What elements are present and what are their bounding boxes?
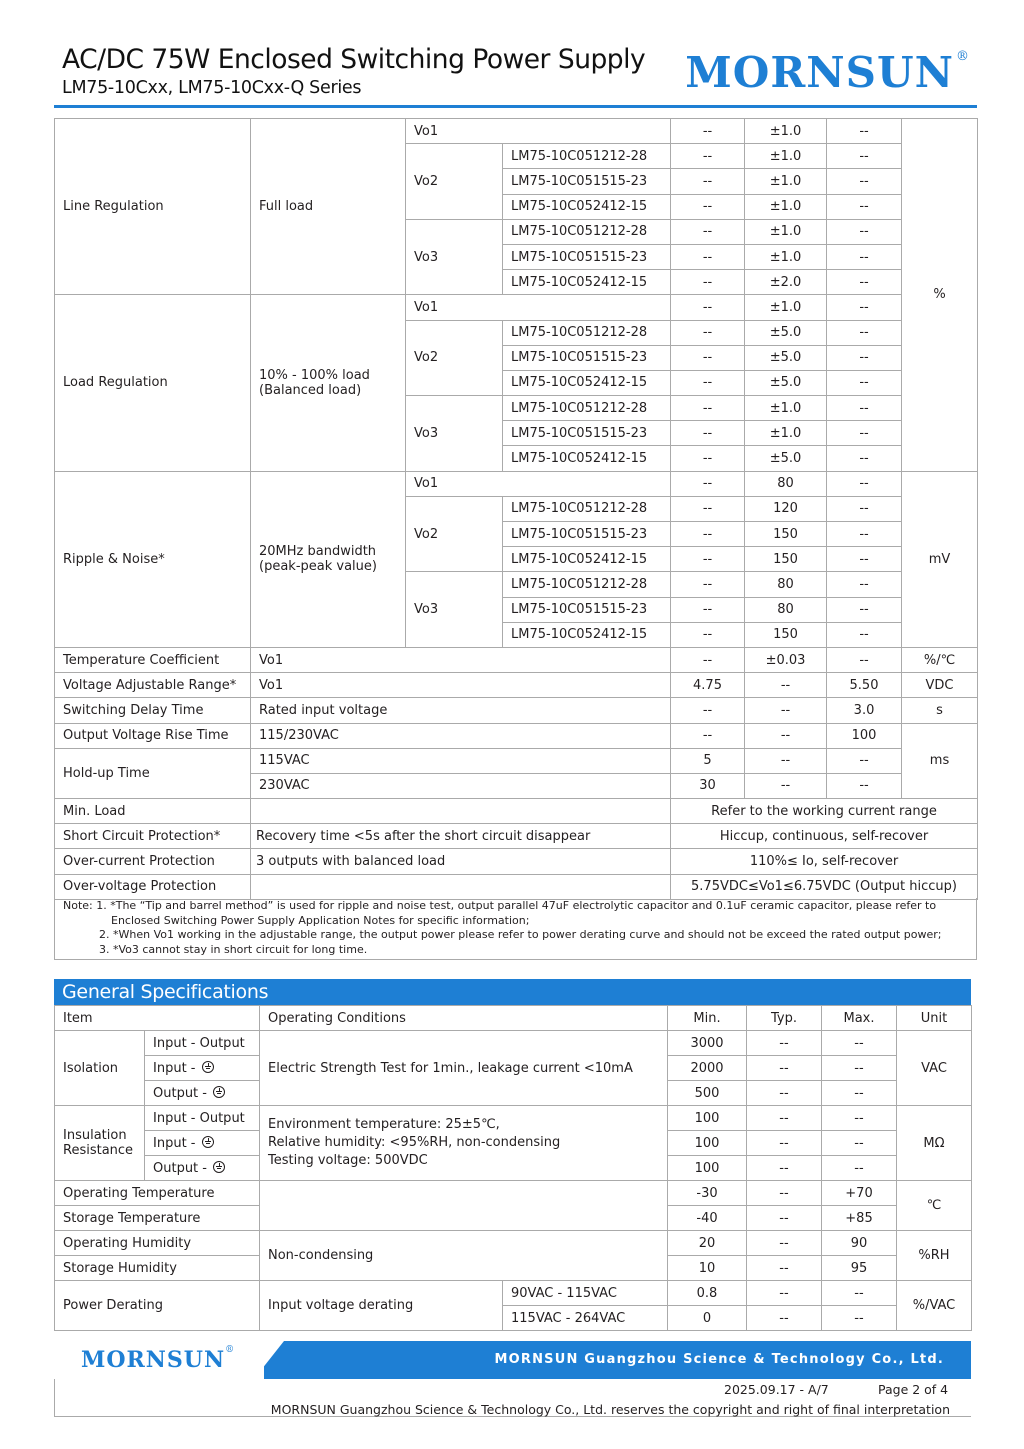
spec-condition: Rated input voltage xyxy=(251,698,671,723)
typ-value: ±2.0 xyxy=(745,270,827,295)
typ-value: -- xyxy=(747,1056,822,1081)
table-header-row xyxy=(55,1006,972,1031)
range-cell: 90VAC - 115VAC xyxy=(503,1281,668,1306)
table-row xyxy=(55,698,978,723)
spec-item: Power Derating xyxy=(55,1281,260,1331)
unit-cell: VDC xyxy=(902,673,978,698)
unit-cell: %/VAC xyxy=(897,1281,972,1331)
typ-value: ±1.0 xyxy=(745,421,827,446)
min-value: -- xyxy=(671,219,745,244)
spec-item: Voltage Adjustable Range* xyxy=(55,673,251,698)
spec-item: Storage Temperature xyxy=(55,1206,260,1231)
table-row xyxy=(55,824,978,849)
ground-icon xyxy=(213,1161,225,1173)
output-label: Vo1 xyxy=(406,119,671,144)
model-cell: LM75-10C051212-28 xyxy=(503,572,671,597)
spec-item: Ripple & Noise* xyxy=(55,471,251,647)
range-cell: 115VAC - 264VAC xyxy=(503,1306,668,1331)
spec-condition: Recovery time <5s after the short circuit disappear xyxy=(251,824,671,849)
output-label: Vo2 xyxy=(406,320,503,396)
typ-value: ±5.0 xyxy=(745,345,827,370)
ground-icon xyxy=(202,1136,214,1148)
note-2: 2. *When Vo1 working in the adjustable range, the output power please refer to power derating curve and should not be exceed the rated output power; xyxy=(99,928,942,941)
spec-item: Output Voltage Rise Time xyxy=(55,723,251,748)
typ-value: ±1.0 xyxy=(745,396,827,421)
min-value: -- xyxy=(671,194,745,219)
max-value: -- xyxy=(827,496,902,521)
model-cell: LM75-10C052412-15 xyxy=(503,547,671,572)
max-value: -- xyxy=(822,1281,897,1306)
spec-value: Refer to the working current range xyxy=(671,799,978,824)
spec-item: Load Regulation xyxy=(55,295,251,471)
max-value: 100 xyxy=(827,723,902,748)
max-value: -- xyxy=(827,547,902,572)
sub-item: Input - Output xyxy=(145,1031,260,1056)
spec-condition xyxy=(251,874,671,899)
min-value: -- xyxy=(671,169,745,194)
typ-value: ±5.0 xyxy=(745,320,827,345)
note-1-cont: Enclosed Switching Power Supply Application Notes for specific information; xyxy=(111,913,530,927)
sub-item: Input - xyxy=(145,1056,260,1081)
sub-item: Input - Output xyxy=(145,1106,260,1131)
max-value: -- xyxy=(827,320,902,345)
typ-value: -- xyxy=(747,1156,822,1181)
model-cell: LM75-10C051515-23 xyxy=(503,597,671,622)
output-label: Vo3 xyxy=(406,396,503,472)
typ-value: ±1.0 xyxy=(745,144,827,169)
max-value: -- xyxy=(827,522,902,547)
max-value: -- xyxy=(827,597,902,622)
table-row xyxy=(55,723,978,748)
max-value: -- xyxy=(827,748,902,773)
min-value: 100 xyxy=(668,1131,747,1156)
unit-cell: s xyxy=(902,698,978,723)
typ-value: 150 xyxy=(745,547,827,572)
spec-item: Isolation xyxy=(55,1031,145,1106)
notes-block xyxy=(54,898,977,960)
model-cell: LM75-10C051212-28 xyxy=(503,219,671,244)
min-value: -- xyxy=(671,244,745,269)
spec-item: Operating Humidity xyxy=(55,1231,260,1256)
model-cell: LM75-10C051515-23 xyxy=(503,244,671,269)
min-value: -- xyxy=(671,597,745,622)
footer-copyright: MORNSUN Guangzhou Science & Technology Co., Ltd. reserves the copyright and right of final interpretation xyxy=(270,1402,950,1417)
min-value: 3000 xyxy=(668,1031,747,1056)
model-cell: LM75-10C052412-15 xyxy=(503,370,671,395)
typ-value: -- xyxy=(747,1281,822,1306)
max-value: +85 xyxy=(822,1206,897,1231)
max-value: -- xyxy=(827,295,902,320)
max-value: 90 xyxy=(822,1231,897,1256)
typ-value: -- xyxy=(747,1306,822,1331)
max-value: -- xyxy=(827,622,902,647)
min-value: -- xyxy=(671,471,745,496)
typ-value: ±1.0 xyxy=(745,219,827,244)
spec-item: Line Regulation xyxy=(55,119,251,295)
min-value: -- xyxy=(671,496,745,521)
max-value: -- xyxy=(822,1031,897,1056)
spec-value: 5.75VDC≤Vo1≤6.75VDC (Output hiccup) xyxy=(671,874,978,899)
typ-value: ±5.0 xyxy=(745,370,827,395)
table-row xyxy=(55,1031,972,1056)
min-value: -- xyxy=(671,547,745,572)
min-value: 100 xyxy=(668,1156,747,1181)
header-item: Item xyxy=(55,1006,260,1031)
min-value: -- xyxy=(671,320,745,345)
model-cell: LM75-10C051212-28 xyxy=(503,320,671,345)
spec-item: Hold-up Time xyxy=(55,748,251,798)
footer-logo: MORNSUN® xyxy=(81,1344,236,1373)
max-value: -- xyxy=(827,370,902,395)
min-value: -- xyxy=(671,723,745,748)
max-value: -- xyxy=(827,396,902,421)
typ-value: -- xyxy=(745,673,827,698)
min-value: 4.75 xyxy=(671,673,745,698)
spec-item: Switching Delay Time xyxy=(55,698,251,723)
header-conditions: Operating Conditions xyxy=(260,1006,668,1031)
page-number: Page 2 of 4 xyxy=(878,1382,949,1397)
spec-condition: Vo1 xyxy=(251,647,671,672)
spec-condition: Electric Strength Test for 1min., leakage current <10mA xyxy=(260,1031,668,1106)
output-label: Vo2 xyxy=(406,496,503,572)
max-value: -- xyxy=(827,572,902,597)
max-value: -- xyxy=(827,647,902,672)
min-value: 30 xyxy=(671,773,745,798)
model-cell: LM75-10C052412-15 xyxy=(503,270,671,295)
min-value: -- xyxy=(671,295,745,320)
header-rule xyxy=(54,105,977,108)
typ-value: -- xyxy=(747,1206,822,1231)
min-value: -- xyxy=(671,522,745,547)
unit-cell: mV xyxy=(902,471,978,647)
max-value: -- xyxy=(827,446,902,471)
min-value: 5 xyxy=(671,748,745,773)
max-value: 3.0 xyxy=(827,698,902,723)
table-row xyxy=(55,849,978,874)
model-cell: LM75-10C052412-15 xyxy=(503,194,671,219)
min-value: -- xyxy=(671,572,745,597)
spec-condition: Non-condensing xyxy=(260,1231,668,1281)
model-cell: LM75-10C051515-23 xyxy=(503,169,671,194)
note-3: 3. *Vo3 cannot stay in short circuit for long time. xyxy=(99,942,368,956)
table-row xyxy=(55,471,978,496)
footer-date: 2025.09.17 - A/7 xyxy=(724,1382,829,1397)
min-value: 0.8 xyxy=(668,1281,747,1306)
min-value: -- xyxy=(671,396,745,421)
model-cell: LM75-10C051212-28 xyxy=(503,496,671,521)
typ-value: -- xyxy=(747,1031,822,1056)
model-cell: LM75-10C051212-28 xyxy=(503,396,671,421)
output-spec-table xyxy=(54,118,978,900)
spec-condition: 3 outputs with balanced load xyxy=(251,849,671,874)
max-value: +70 xyxy=(822,1181,897,1206)
spec-condition: 10% - 100% load (Balanced load) xyxy=(251,295,406,471)
general-spec-table xyxy=(54,1005,972,1331)
spec-item: Insulation Resistance xyxy=(55,1106,145,1181)
unit-cell: ms xyxy=(902,723,978,799)
max-value: -- xyxy=(822,1306,897,1331)
output-label: Vo1 xyxy=(406,471,671,496)
spec-condition: Full load xyxy=(251,119,406,295)
table-row xyxy=(55,799,978,824)
table-row xyxy=(55,647,978,672)
typ-value: ±1.0 xyxy=(745,194,827,219)
typ-value: ±1.0 xyxy=(745,244,827,269)
typ-value: ±1.0 xyxy=(745,295,827,320)
unit-cell: MΩ xyxy=(897,1106,972,1181)
table-row xyxy=(55,874,978,899)
table-row xyxy=(55,673,978,698)
max-value: -- xyxy=(827,471,902,496)
max-value: -- xyxy=(827,345,902,370)
typ-value: ±1.0 xyxy=(745,169,827,194)
typ-value: -- xyxy=(745,773,827,798)
ground-icon xyxy=(213,1086,225,1098)
max-value: -- xyxy=(822,1156,897,1181)
spec-condition: Input voltage derating xyxy=(260,1281,503,1331)
min-value: -- xyxy=(671,698,745,723)
typ-value: -- xyxy=(745,723,827,748)
spec-condition: 115VAC xyxy=(251,748,671,773)
typ-value: -- xyxy=(747,1106,822,1131)
table-row xyxy=(55,1181,972,1206)
typ-value: -- xyxy=(747,1131,822,1156)
typ-value: -- xyxy=(745,698,827,723)
min-value: -- xyxy=(671,144,745,169)
min-value: -- xyxy=(671,421,745,446)
min-value: -30 xyxy=(668,1181,747,1206)
table-row xyxy=(55,1106,972,1131)
unit-cell: % xyxy=(902,119,978,472)
max-value: 95 xyxy=(822,1256,897,1281)
max-value: -- xyxy=(827,194,902,219)
brand-logo: MORNSUN ® xyxy=(685,48,970,97)
spec-condition: Vo1 xyxy=(251,673,671,698)
min-value: 100 xyxy=(668,1106,747,1131)
output-label: Vo3 xyxy=(406,572,503,648)
max-value: -- xyxy=(822,1131,897,1156)
min-value: -40 xyxy=(668,1206,747,1231)
min-value: -- xyxy=(671,370,745,395)
header-unit: Unit xyxy=(897,1006,972,1031)
max-value: -- xyxy=(827,219,902,244)
min-value: -- xyxy=(671,647,745,672)
table-row xyxy=(55,1231,972,1256)
min-value: 500 xyxy=(668,1081,747,1106)
model-cell: LM75-10C051212-28 xyxy=(503,144,671,169)
spec-item: Min. Load xyxy=(55,799,251,824)
max-value: -- xyxy=(827,119,902,144)
max-value: -- xyxy=(822,1106,897,1131)
min-value: -- xyxy=(671,622,745,647)
spec-condition xyxy=(251,799,671,824)
model-cell: LM75-10C052412-15 xyxy=(503,446,671,471)
header-max: Max. xyxy=(822,1006,897,1031)
max-value: -- xyxy=(827,144,902,169)
table-row xyxy=(55,1281,972,1306)
spec-item: Storage Humidity xyxy=(55,1256,260,1281)
typ-value: 80 xyxy=(745,597,827,622)
spec-value: 110%≤ Io, self-recover xyxy=(671,849,978,874)
output-label: Vo2 xyxy=(406,144,503,220)
unit-cell: %RH xyxy=(897,1231,972,1281)
typ-value: 120 xyxy=(745,496,827,521)
page-title: AC/DC 75W Enclosed Switching Power Supply xyxy=(62,44,646,75)
min-value: 10 xyxy=(668,1256,747,1281)
sub-item: Input - xyxy=(145,1131,260,1156)
ground-icon xyxy=(202,1061,214,1073)
table-row xyxy=(55,748,978,773)
typ-value: -- xyxy=(747,1081,822,1106)
typ-value: -- xyxy=(747,1256,822,1281)
min-value: 2000 xyxy=(668,1056,747,1081)
typ-value: ±1.0 xyxy=(745,119,827,144)
footer-company: MORNSUN Guangzhou Science & Technology Co., Ltd. xyxy=(494,1352,944,1367)
typ-value: 150 xyxy=(745,622,827,647)
section-title: General Specifications xyxy=(54,979,971,1005)
model-cell: LM75-10C051515-23 xyxy=(503,522,671,547)
spec-item: Over-voltage Protection xyxy=(55,874,251,899)
min-value: -- xyxy=(671,446,745,471)
spec-condition: 115/230VAC xyxy=(251,723,671,748)
min-value: 0 xyxy=(668,1306,747,1331)
unit-cell: VAC xyxy=(897,1031,972,1106)
min-value: -- xyxy=(671,270,745,295)
spec-item: Short Circuit Protection* xyxy=(55,824,251,849)
spec-condition xyxy=(260,1181,668,1231)
unit-cell: %/℃ xyxy=(902,647,978,672)
typ-value: ±0.03 xyxy=(745,647,827,672)
max-value: -- xyxy=(827,421,902,446)
header-typ: Typ. xyxy=(747,1006,822,1031)
max-value: -- xyxy=(827,169,902,194)
min-value: 20 xyxy=(668,1231,747,1256)
typ-value: -- xyxy=(745,748,827,773)
typ-value: -- xyxy=(747,1181,822,1206)
typ-value: 80 xyxy=(745,471,827,496)
model-cell: LM75-10C052412-15 xyxy=(503,622,671,647)
sub-item: Output - xyxy=(145,1081,260,1106)
header-min: Min. xyxy=(668,1006,747,1031)
table-row xyxy=(55,119,978,144)
spec-item: Temperature Coefficient xyxy=(55,647,251,672)
typ-value: 80 xyxy=(745,572,827,597)
output-label: Vo1 xyxy=(406,295,671,320)
unit-cell: ℃ xyxy=(897,1181,972,1231)
min-value: -- xyxy=(671,345,745,370)
max-value: -- xyxy=(822,1056,897,1081)
model-cell: LM75-10C051515-23 xyxy=(503,345,671,370)
spec-condition: 20MHz bandwidth (peak-peak value) xyxy=(251,471,406,647)
sub-item: Output - xyxy=(145,1156,260,1181)
model-cell: LM75-10C051515-23 xyxy=(503,421,671,446)
spec-condition: 230VAC xyxy=(251,773,671,798)
max-value: -- xyxy=(827,244,902,269)
page-subtitle: LM75-10Cxx, LM75-10Cxx-Q Series xyxy=(62,78,362,98)
min-value: -- xyxy=(671,119,745,144)
max-value: -- xyxy=(827,270,902,295)
output-label: Vo3 xyxy=(406,219,503,295)
table-row xyxy=(55,295,978,320)
spec-item: Over-current Protection xyxy=(55,849,251,874)
spec-value: Hiccup, continuous, self-recover xyxy=(671,824,978,849)
max-value: 5.50 xyxy=(827,673,902,698)
typ-value: 150 xyxy=(745,522,827,547)
spec-item: Operating Temperature xyxy=(55,1181,260,1206)
typ-value: -- xyxy=(747,1231,822,1256)
max-value: -- xyxy=(827,773,902,798)
max-value: -- xyxy=(822,1081,897,1106)
spec-condition: Environment temperature: 25±5℃, Relative humidity: <95%RH, non-condensing Testing voltage: 500VDC xyxy=(260,1106,668,1181)
typ-value: ±5.0 xyxy=(745,446,827,471)
note-1: Note: 1. *The “Tip and barrel method” is used for ripple and noise test, output parallel 47uF electrolytic capacitor and 0.1uF ceramic capacitor, please refer to xyxy=(63,899,937,912)
